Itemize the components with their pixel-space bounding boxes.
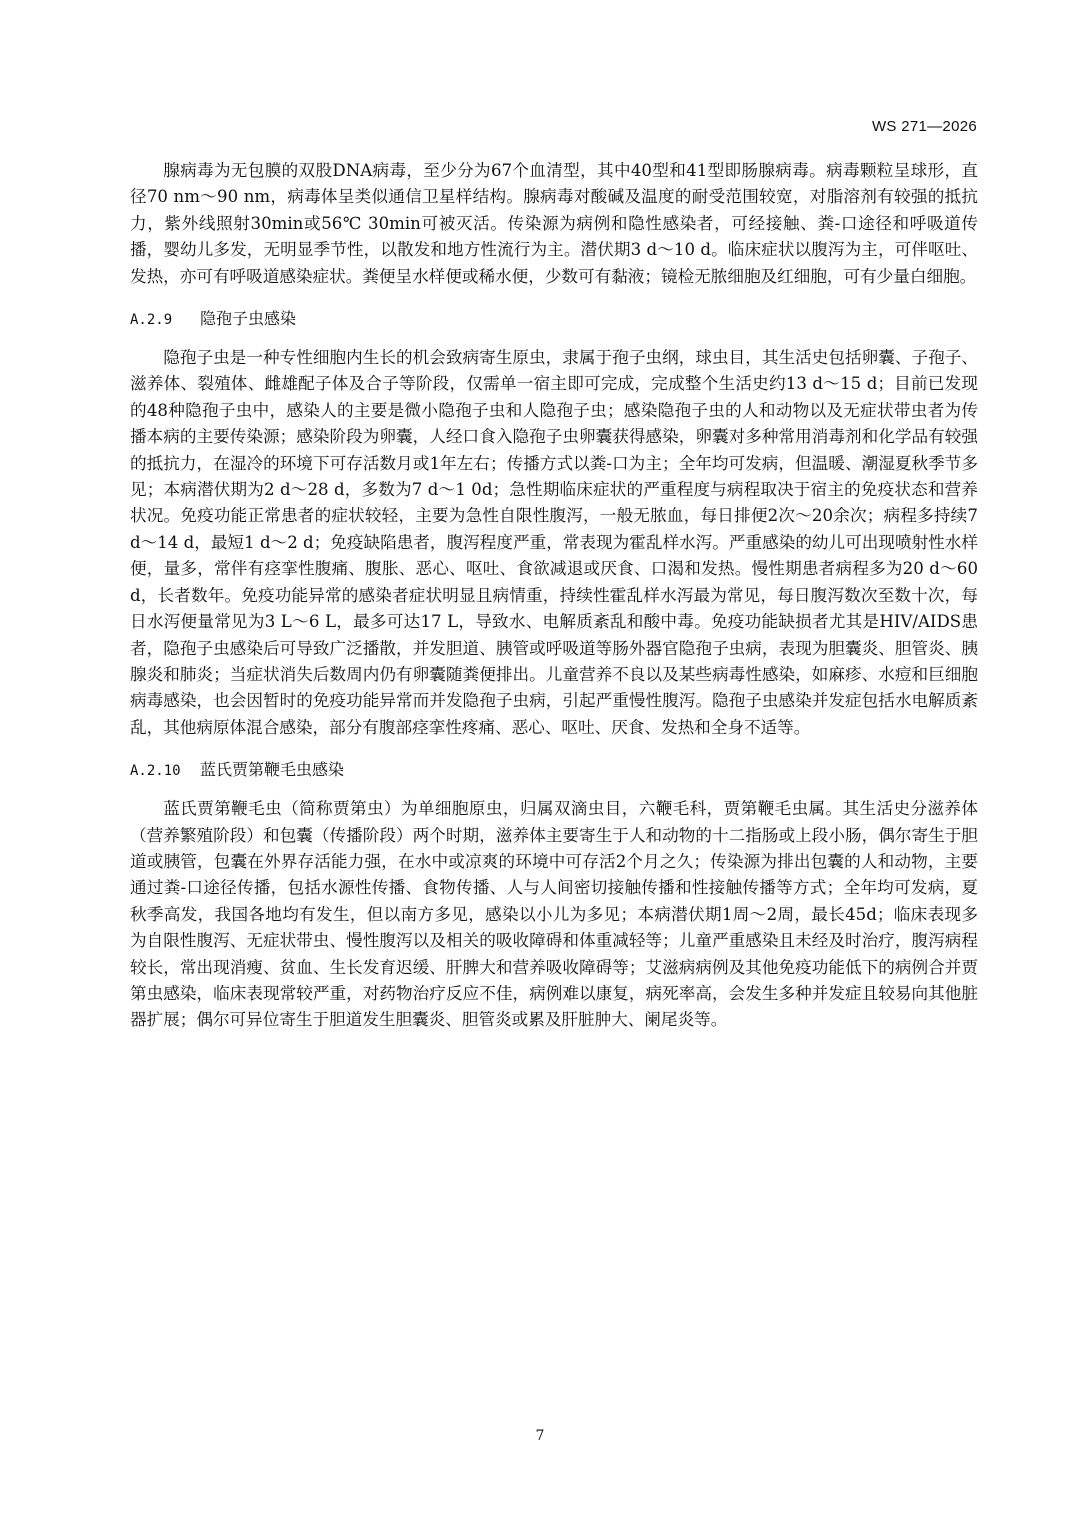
section-title: 隐孢子虫感染: [200, 309, 297, 329]
cryptosporidium-paragraph: 隐孢子虫是一种专性细胞内生长的机会致病寄生原虫，隶属于孢子虫纲，球虫目，其生活史包括卵囊、子孢子、滋养体、裂殖体、雌雄配子体及合子等阶段，仅需单一宿主即可完成，完成整个生活史约13 d～15 d；目前已发现的48种隐孢子虫中，感染人的主要是微小隐孢子虫和人隐孢子虫；感染隐孢子虫的人和动物以及无症状带虫者为传播本病的主要传染源；感染阶段为卵囊，人经口食入隐孢子虫卵囊获得感染，卵囊对多种常用消毒剂和化学品有较强的抵抗力，在湿冷的环境下可存活数月或1年左右；传播方式以粪-口为主；全年均可发病，但温暖、潮湿夏秋季节多见；本病潜伏期为2 d～28 d，多数为7 d～1 0d；急性期临床症状的严重程度与病程取决于宿主的免疫状态和营养状况。免疫功能正常患者的症状较轻，主要为急性自限性腹泻，一般无脓血，每日排便2次～20余次；病程多持续7 d～14 d，最短1 d～2 d；免疫缺陷患者，腹泻程度严重，常表现为霍乱样水泻。严重感染的幼儿可出现喷射性水样便，量多，常伴有痉挛性腹痛、腹胀、恶心、呕吐、食欲减退或厌食、口渴和发热。慢性期患者病程多为20 d～60 d，长者数年。免疫功能异常的感染者症状明显且病情重，持续性霍乱样水泻最为常见，每日腹泻数次至数十次，每日水泻便量常见为3 L～6 L，最多可达17 L，导致水、电解质紊乱和酸中毒。免疫功能缺损者尤其是HIV/AIDS患者，隐孢子虫感染后可导致广泛播散，并发胆道、胰管或呼吸道等肠外器官隐孢子虫病，表现为胆囊炎、胆管炎、胰腺炎和肺炎；当症状消失后数周内仍有卵囊随粪便排出。儿童营养不良以及某些病毒性感染，如麻疹、水痘和巨细胞病毒感染，也会因暂时的免疫功能异常而并发隐孢子虫病，引起严重慢性腹泻。隐孢子虫感染并发症包括水电解质紊乱，其他病原体混合感染，部分有腹部痉挛性疼痛、恶心、呕吐、厌食、发热和全身不适等。: [130, 348, 978, 737]
section-title: 蓝氏贾第鞭毛虫感染: [200, 760, 345, 780]
document-body: [130, 158, 978, 1034]
section-number: A.2.10: [130, 763, 181, 780]
section-heading-a29: [130, 306, 978, 333]
section-number: A.2.9: [130, 312, 173, 329]
adenovirus-paragraph: 腺病毒为无包膜的双股DNA病毒，至少分为67个血清型，其中40型和41型即肠腺病毒。病毒颗粒呈球形，直径70 nm～90 nm，病毒体呈类似通信卫星样结构。腺病毒对酸碱及温度的耐受范围较宽，对脂溶剂有较强的抵抗力，紫外线照射30min或56℃ 30min可被灭活。传染源为病例和隐性感染者，可经接触、粪-口途径和呼吸道传播，婴幼儿多发，无明显季节性，以散发和地方性流行为主。潜伏期3 d～10 d。临床症状以腹泻为主，可伴呕吐、发热，亦可有呼吸道感染症状。粪便呈水样便或稀水便，少数可有黏液；镜检无脓细胞及红细胞，可有少量白细胞。: [130, 161, 978, 286]
section-heading-a210: [130, 757, 978, 784]
standard-number: WS 271—2026: [871, 118, 977, 135]
giardia-paragraph: 蓝氏贾第鞭毛虫（简称贾第虫）为单细胞原虫，归属双滴虫目，六鞭毛科，贾第鞭毛虫属。其生活史分滋养体（营养繁殖阶段）和包囊（传播阶段）两个时期，滋养体主要寄生于人和动物的十二指肠或上段小肠，偶尔寄生于胆道或胰管，包囊在外界存活能力强，在水中或凉爽的环境中可存活2个月之久；传染源为排出包囊的人和动物，主要通过粪-口途径传播，包括水源性传播、食物传播、人与人间密切接触传播和性接触传播等方式；全年均可发病，夏秋季高发，我国各地均有发生，但以南方多见，感染以小儿为多见；本病潜伏期1周～2周，最长45d；临床表现多为自限性腹泻、无症状带虫、慢性腹泻以及相关的吸收障碍和体重减轻等；儿童严重感染且未经及时治疗，腹泻病程较长，常出现消瘦、贫血、生长发育迟缓、肝脾大和营养吸收障碍等；艾滋病病例及其他免疫功能低下的病例合并贾第虫感染，临床表现常较严重，对药物治疗反应不佳，病例难以康复，病死率高，会发生多种并发症且较易向其他脏器扩展；偶尔可异位寄生于胆道发生胆囊炎、胆管炎或累及肝脏肿大、阑尾炎等。: [130, 799, 978, 1030]
page-number: 7: [535, 1428, 545, 1444]
